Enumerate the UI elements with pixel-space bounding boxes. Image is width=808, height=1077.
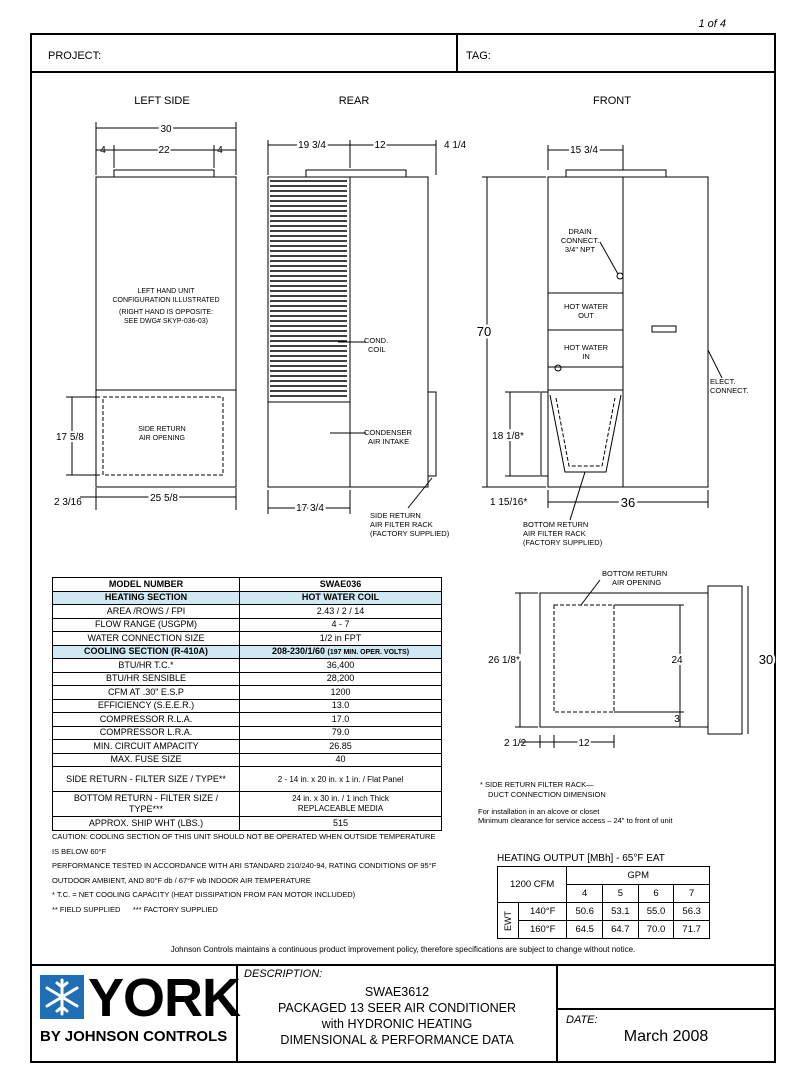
front-elect-1: ELECT.	[710, 377, 736, 386]
policy-text: Johnson Controls maintains a continuous product improvement policy, therefore specifications are subject to change without notice.	[170, 945, 636, 954]
note-line: IS BELOW 60°F	[52, 846, 107, 856]
dim-left-bottom: 2 3/16	[54, 497, 82, 508]
left-return-label-2: AIR OPENING	[139, 435, 185, 442]
table-row: WATER CONNECTION SIZE 1/2 in FPT	[53, 632, 442, 646]
left-note-1: LEFT HAND UNIT	[137, 288, 195, 295]
dim-bottom-left: 2 1/2	[504, 738, 527, 749]
front-elect-2: CONNECT.	[710, 386, 749, 395]
rear-rack-label-3: (FACTORY SUPPLIED)	[370, 529, 450, 538]
dim-rear-4: 17 3/4	[296, 503, 324, 514]
rear-rack-label-2: AIR FILTER RACK	[370, 520, 433, 529]
install-note-2: Minimum clearance for service access – 24" to front of unit	[478, 816, 673, 825]
table-row: BOTTOM RETURN - FILTER SIZE / TYPE*** 24 in. x 30 in. / 1 inch Thick REPLACEABLE MEDIA	[53, 792, 442, 817]
table-row: HEATING SECTION HOT WATER COIL	[53, 591, 442, 605]
front-title: FRONT	[593, 95, 631, 107]
project-label: PROJECT:	[48, 50, 102, 62]
title-divider-2	[556, 964, 558, 1063]
front-rack-3: (FACTORY SUPPLIED)	[523, 538, 603, 547]
table-row: COOLING SECTION (R-410A) 208-230/1/60 (197 MIN. OPER. VOLTS)	[53, 645, 442, 659]
dim-left-4a: 4	[100, 145, 106, 156]
dim-bottom-return: 26 1/8*	[488, 655, 520, 666]
desc-line: with HYDRONIC HEATING	[321, 1017, 473, 1031]
dim-rear-1: 19 3/4	[298, 140, 326, 151]
left-note-2: CONFIGURATION ILLUSTRATED	[112, 297, 220, 304]
dim-front-width: 36	[620, 495, 636, 510]
table-row: 1200 CFM GPM	[498, 867, 710, 885]
dim-bottom-3: 3	[674, 714, 680, 725]
snowflake-logo-icon	[40, 975, 84, 1019]
table-row: BTU/HR T.C.* 36,400	[53, 659, 442, 673]
front-drain-3: 3/4" NPT	[564, 245, 596, 254]
table-row: APPROX. SHIP WHT (LBS.) 515	[53, 817, 442, 831]
note-line: CAUTION: COOLING SECTION OF THIS UNIT SHOULD NOT BE OPERATED WHEN OUTSIDE TEMPERATURE	[52, 832, 436, 841]
left-return-label-1: SIDE RETURN	[138, 426, 186, 433]
table-row: EFFICIENCY (S.E.E.R.) 13.0	[53, 699, 442, 713]
dim-left-width: 30	[160, 124, 172, 135]
install-note-1: For installation in an alcove or closet	[478, 807, 600, 816]
dim-bottom-24: 24	[671, 655, 683, 666]
left-side-title: LEFT SIDE	[134, 95, 190, 107]
condenser-coil-hatch	[270, 181, 347, 396]
rear-intake-label-1: CONDENSER	[364, 428, 412, 437]
model-code: SWAE3612	[364, 985, 430, 999]
table-row: COMPRESSOR R.L.A. 17.0	[53, 713, 442, 727]
rear-intake-label-2: AIR INTAKE	[368, 437, 410, 446]
table-row: FLOW RANGE (USGPM) 4 - 7	[53, 618, 442, 632]
description	[238, 984, 556, 1048]
dim-left-return-height: 17 5/8	[56, 432, 84, 443]
dim-rear-2: 12	[374, 140, 386, 151]
front-hw-in-2: IN	[582, 352, 590, 361]
front-hw-out-2: OUT	[578, 311, 594, 320]
front-outline	[548, 177, 708, 487]
star-note-2: DUCT CONNECTION DIMENSION	[488, 790, 606, 799]
left-note-4: SEE DWG# SKYP-036-03)	[123, 318, 209, 325]
bottom-view-outline	[540, 593, 708, 727]
desc-line: DIMENSIONAL & PERFORMANCE DATA	[280, 1033, 514, 1047]
table-row: AREA /ROWS / FPI 2.43 / 2 / 14	[53, 605, 442, 619]
york-logo: YORK	[88, 968, 241, 1028]
star-note-1: * SIDE RETURN FILTER RACK—	[480, 780, 594, 789]
york-logo-subtitle: BY JOHNSON CONTROLS	[40, 1028, 228, 1045]
rear-title: REAR	[338, 95, 370, 107]
page-number: 1 of 4	[698, 18, 726, 30]
note-line: OUTDOOR AMBIENT, AND 80°F db / 67°F wb INDOOR AIR TEMPERATURE	[52, 875, 311, 885]
front-rack-2: AIR FILTER RACK	[523, 529, 586, 538]
left-top-collar	[114, 170, 214, 177]
dim-bottom-total: 30	[758, 652, 774, 667]
table-row: SIDE RETURN - FILTER SIZE / TYPE** 2 - 14 in. x 20 in. x 1 in. / Flat Panel	[53, 767, 442, 792]
front-drain-1: DRAIN	[568, 227, 592, 236]
dim-rear-3: 4 1/4	[444, 140, 467, 151]
table-row: CFM AT .30" E.S.P 1200	[53, 686, 442, 700]
desc-line: PACKAGED 13 SEER AIR CONDITIONER	[277, 1001, 517, 1015]
dim-left-4b: 4	[217, 145, 223, 156]
note-line: * T.C. = NET COOLING CAPACITY (HEAT DISSIPATION FROM FAN MOTOR INCLUDED)	[52, 890, 356, 899]
bottom-view-flange	[708, 586, 742, 734]
notes-block	[52, 830, 452, 917]
date-label: DATE:	[566, 1014, 598, 1026]
table-row: MIN. CIRCUIT AMPACITY 26.85	[53, 740, 442, 754]
rear-coil-label-1: COND.	[364, 336, 389, 345]
dim-front-1: 15 3/4	[570, 145, 598, 156]
front-drain-2: CONNECT.	[560, 236, 600, 245]
spec-table	[52, 577, 442, 831]
tag-label: TAG:	[466, 50, 491, 62]
front-hw-in-1: HOT WATER	[563, 343, 609, 352]
note-line: PERFORMANCE TESTED IN ACCORDANCE WITH ARI STANDARD 210/240-94, RATING CONDITIONS OF 95°F	[52, 861, 437, 870]
dim-left-return-width: 25 5/8	[150, 493, 178, 504]
bottom-return-opening	[554, 605, 614, 712]
rear-coil-label-2: COIL	[368, 345, 386, 354]
left-note-3: (RIGHT HAND IS OPPOSITE:	[119, 309, 213, 316]
front-hw-out-1: HOT WATER	[563, 302, 609, 311]
dim-front-return: 18 1/8*	[492, 431, 524, 442]
table-row: BTU/HR SENSIBLE 28,200	[53, 672, 442, 686]
date-value: March 2008	[623, 1028, 709, 1045]
dim-left-22: 22	[158, 145, 170, 156]
table-row: COMPRESSOR L.R.A. 79.0	[53, 726, 442, 740]
rear-rack-label-1: SIDE RETURN	[370, 511, 421, 520]
dim-front-bottom: 1 15/16*	[490, 497, 528, 508]
bottom-label-1: BOTTOM RETURN	[602, 569, 668, 578]
bottom-label-2: AIR OPENING	[612, 578, 662, 587]
title-divider-3	[556, 1008, 776, 1010]
table-row: MODEL NUMBER SWAE036	[53, 578, 442, 592]
table-row: MAX. FUSE SIZE 40	[53, 753, 442, 767]
table-row: 160°F 64.5 64.7 70.0 71.7	[498, 921, 710, 939]
heating-output-table	[497, 866, 710, 939]
description-label: DESCRIPTION:	[244, 968, 323, 980]
table-row: 4 5 6 7	[498, 885, 710, 903]
note-line: ** FIELD SUPPLIED *** FACTORY SUPPLIED	[52, 904, 218, 914]
heating-output-title: HEATING OUTPUT [MBh] - 65°F EAT	[497, 853, 665, 864]
table-row: EWT 140°F 50.6 53.1 55.0 56.3	[498, 903, 710, 921]
front-rack-1: BOTTOM RETURN	[523, 520, 589, 529]
dim-front-height: 70	[476, 324, 492, 339]
dim-bottom-12: 12	[578, 738, 590, 749]
